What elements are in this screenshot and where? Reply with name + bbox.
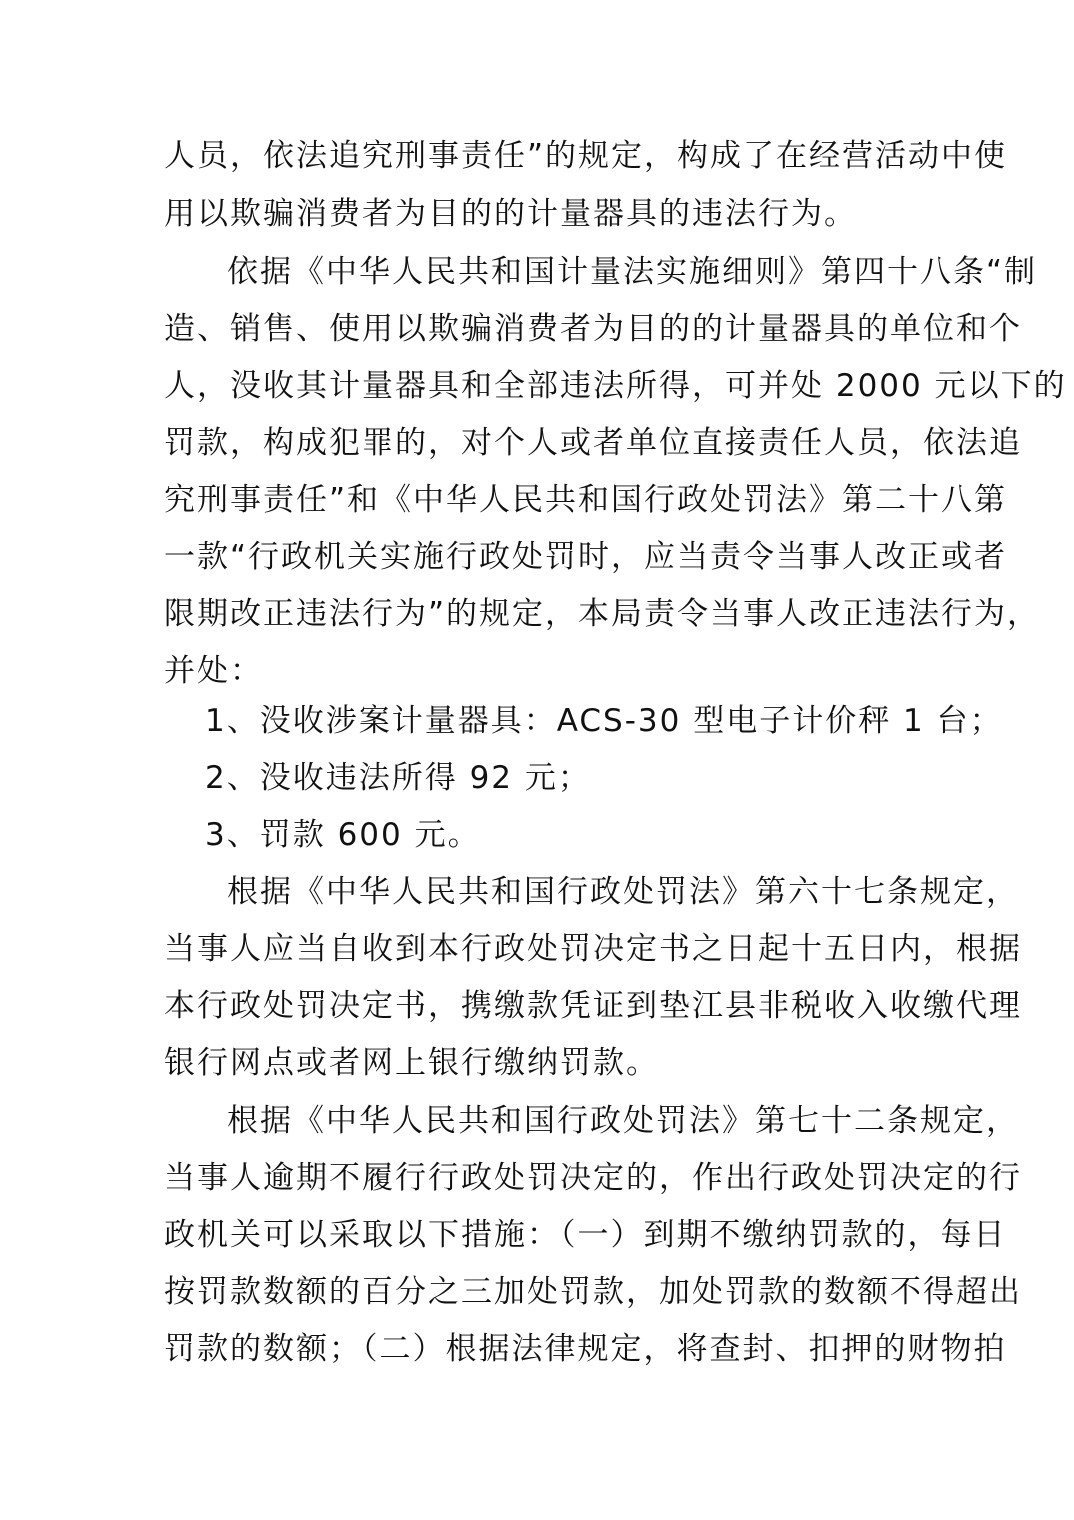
text-line: 银行网点或者网上银行缴纳罚款。 (164, 1045, 659, 1081)
text-line: 用以欺骗消费者为目的的计量器具的违法行为。 (164, 196, 857, 232)
paragraph-start-line: 依据《中华人民共和国计量法实施细则》第四十八条“制 (227, 254, 1038, 290)
text-line: 造、销售、使用以欺骗消费者为目的的计量器具的单位和个 (164, 311, 1022, 347)
text-line: 当事人逾期不履行行政处罚决定的，作出行政处罚决定的行 (164, 1160, 1022, 1196)
text-line: 究刑事责任”和《中华人民共和国行政处罚法》第二十八第 (164, 482, 1008, 518)
text-line: 一款“行政机关实施行政处罚时，应当责令当事人改正或者 (164, 539, 1008, 575)
list-item: 1、没收涉案计量器具：ACS-30 型电子计价秤 1 台； (205, 703, 1003, 739)
text-line: 人员，依法追究刑事责任”的规定，构成了在经营活动中使 (164, 138, 1008, 174)
text-line: 当事人应当自收到本行政处罚决定书之日起十五日内，根据 (164, 931, 1022, 967)
text-line: 按罚款数额的百分之三加处罚款，加处罚款的数额不得超出 (164, 1274, 1022, 1310)
text-line: 罚款的数额；（二）根据法律规定，将查封、扣押的财物拍 (164, 1331, 1007, 1367)
list-item: 3、罚款 600 元。 (205, 817, 481, 853)
text-line: 并处： (164, 653, 263, 689)
text-line: 罚款，构成犯罪的，对个人或者单位直接责任人员，依法追 (164, 425, 1022, 461)
list-item: 2、没收违法所得 92 元； (205, 760, 591, 796)
text-line: 人，没收其计量器具和全部违法所得，可并处 2000 元以下的 (164, 368, 1067, 404)
text-line: 限期改正违法行为”的规定，本局责令当事人改正违法行为， (164, 596, 1041, 632)
text-line: 政机关可以采取以下措施：（一）到期不缴纳罚款的，每日 (164, 1217, 1007, 1253)
paragraph-start-line: 根据《中华人民共和国行政处罚法》第六十七条规定， (227, 874, 1019, 910)
text-line: 本行政处罚决定书，携缴款凭证到垫江县非税收入收缴代理 (164, 988, 1022, 1024)
paragraph-start-line: 根据《中华人民共和国行政处罚法》第七十二条规定， (227, 1103, 1019, 1139)
